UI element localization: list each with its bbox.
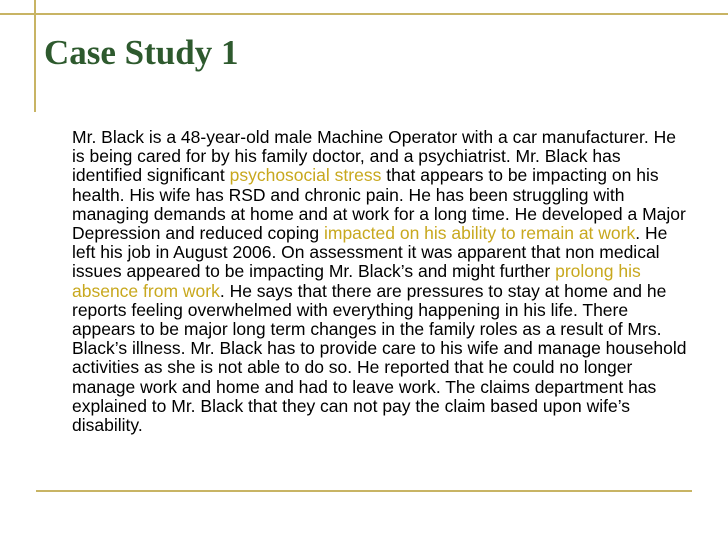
highlighted-phrase-prolong-absence: prolong his absence from work xyxy=(72,261,641,301)
paragraph-segment: Mr. Black is a 48-year-old male Machine Operator with a car manufacturer. He is being cared for by his family doctor, and a psychiatrist. Mr. Black has identified significant xyxy=(72,127,676,186)
paragraph-segment: . He left his job in August 2006. On assessment it was apparent that non medical issues appeared to be impacting Mr. Black’s and might further xyxy=(72,223,668,282)
highlighted-phrase-psychosocial-stress: psychosocial stress xyxy=(229,165,382,186)
highlighted-phrase-ability-to-remain-at-work: impacted on his ability to remain at work xyxy=(323,223,636,244)
left-vertical-rule xyxy=(34,0,36,112)
paragraph-segment: . He says that there are pressures to stay at home and he reports feeling overwhelmed with everything happening in his life. There appears to be major long term changes in the family roles as a result of Mrs. Black’s illness. Mr. Black has to provide care to his wife and manage household activities as she is not able to do so. He reported that he could no longer manage work and home and had to leave work. The claims department has explained to Mr. Black that they can not pay the claim based upon wife’s disability. xyxy=(72,280,687,436)
slide-title: Case Study 1 xyxy=(44,33,239,72)
case-study-paragraph xyxy=(72,128,692,435)
paragraph-segment: that appears to be impacting on his health. His wife has RSD and chronic pain. He has been struggling with managing demands at home and at work for a long time. He developed a Major Depression and reduced coping xyxy=(72,165,686,244)
top-rule xyxy=(0,13,728,15)
bottom-rule xyxy=(36,490,692,492)
